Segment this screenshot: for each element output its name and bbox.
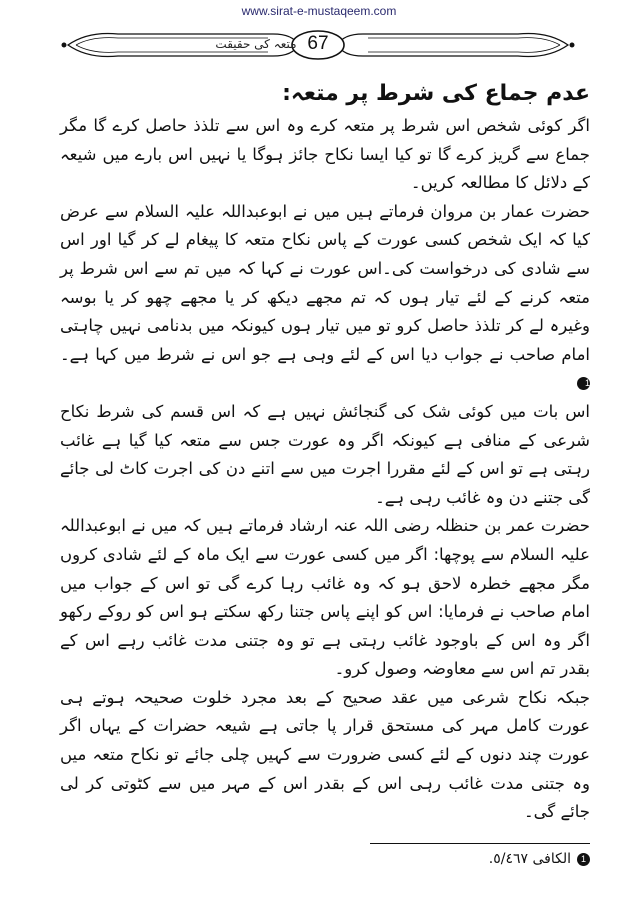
paragraph: جبکہ نکاح شرعی میں عقد صحیح کے بعد مجرد خلوت صحیحہ ہوتے ہی عورت کامل مہر کی مستحق قرار پا جاتی ہے شیعہ حضرات کے یہاں اگر عورت چند دنوں کے لئے کسی ضرورت سے کہیں چلی جائے تو نکاح متعہ میں وہ جتنی مدت غائب رہی اس کے بقدر اس کے مہر میں سے کٹوتی کر لی جائے گی۔ [60, 687, 590, 822]
page-body [60, 78, 590, 827]
paragraph: حضرت عمر بن حنظلہ رضی اللہ عنہ ارشاد فرماتے ہیں کہ میں نے ابوعبداللہ علیہ السلام سے پوچھا: اگر میں کسی عورت سے ایک ماہ کے لئے شادی کروں مگر مجھے خطرہ لاحق ہو کہ وہ غائب رہا کرے گی تو اس کے جواب میں امام صاحب نے فرمایا: اس کو اپنے پاس جتنا رکھ سکتے ہو اس کو روکے رکھو اگر وہ اس کے باوجود غائب رہتی ہے تو وہ جتنی مدت غائب رہے اس کے بقدر تم اس سے معاوضہ وصول کرو۔ [60, 516, 590, 679]
section-heading: عدم جماع کی شرط پر متعہ: [282, 81, 590, 106]
page-header [58, 28, 578, 62]
paragraph: اگر کوئی شخص اس شرط پر متعہ کرے وہ اس سے تلذذ حاصل کرے گا مگر جماع سے گریز کرے گا تو کیا ایسا نکاح جائز ہوگا یا نہیں اس بارے میں شیعہ کے دلائل کا مطالعہ کریں۔ [60, 116, 590, 193]
paragraph: اس بات میں کوئی شک کی گنجائش نہیں ہے کہ اس قسم کی شرط نکاح شرعی کے منافی ہے کیونکہ اگر وہ عورت جس سے متعہ کیا گیا ہے غائب رہتی ہے تو اس کے لئے مقررا اجرت میں سے اتنے دن کی اجرت کاٹ لی جائے گی جتنے دن وہ غائب رہی ہے۔ [60, 401, 590, 507]
footnote-text: الکافی ٥/٤٦٧. [488, 851, 571, 867]
footnote-divider [370, 843, 590, 844]
paragraph [60, 198, 590, 398]
footnote [340, 851, 590, 867]
page-number: 67 [307, 33, 329, 54]
footnote-reference: 1 [577, 377, 590, 390]
site-url: www.sirat-e-mustaqeem.com [241, 4, 397, 18]
paragraph-text: حضرت عمار بن مروان فرماتے ہیں میں نے ابوعبداللہ علیہ السلام سے عرض کیا کہ ایک شخص کسی عورت کے پاس نکاح متعہ کا پیغام لے کر گیا اور اس سے شادی کی درخواست کی۔اس عورت نے کہا کہ میں تم سے اس شرط پر متعہ کرنے کے لئے تیار ہوں کہ تم مجھے دیکھ کر یا مجھے چھو کر یا بوسہ وغیرہ لے کر تلذذ حاصل کرو تو میں تیار ہوں کیونکہ میں بدنامی نہیں چاہتی امام صاحب نے جواب دیا اس کے لئے وہی ہے جو اس نے شرط میں کہا ہے۔ [60, 201, 590, 364]
footnote-number: 1 [577, 853, 590, 866]
running-header-title: متعہ کی حقیقت [215, 37, 297, 51]
